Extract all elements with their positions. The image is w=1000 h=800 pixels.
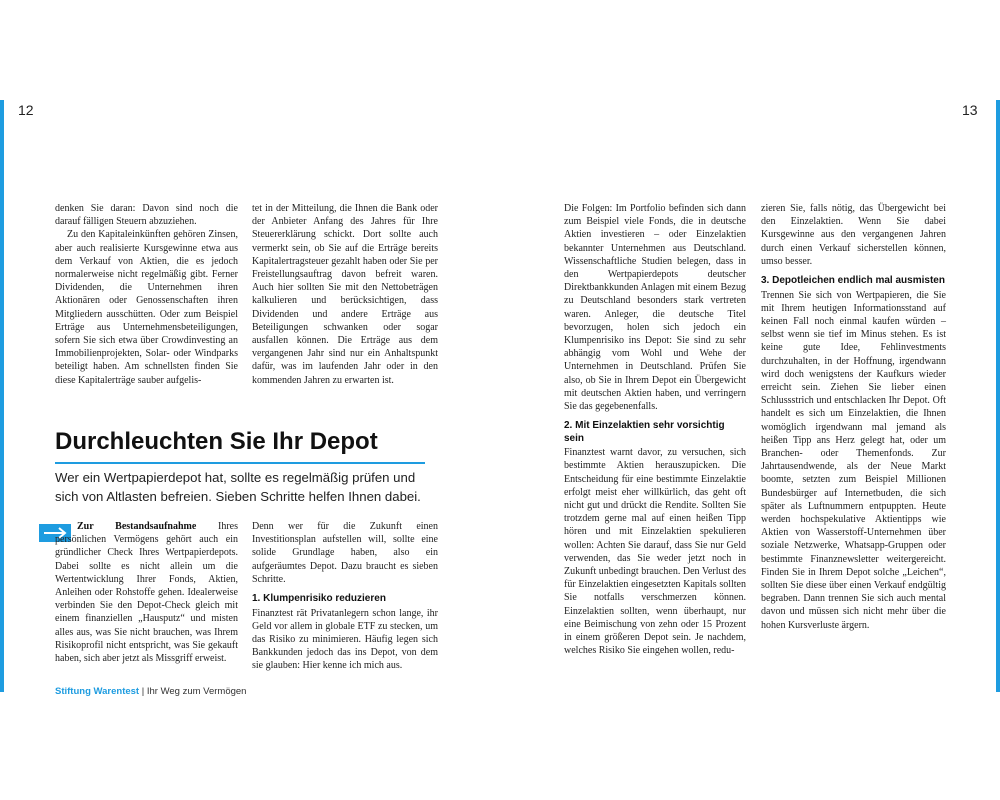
section-heading-3: 3. Depotleichen endlich mal ausmisten [761,275,945,287]
paragraph: Die Folgen: Im Portfolio befinden sich dann zum Beispiel viele Fonds, die in deutsche Aktien investieren – oder Einzelaktien bekannter Unternehmen aus Deutschland. Wissenschaftliche Studien belegen, dass in den Wertpapierdepots deutscher Direktbankkunden Anlagen mit einem Bezug zu Deutschland besonders stark vertreten waren. Anleger, die deutsche Titel bevorzugen, holen sich jedoch ein Klumpenrisiko ins Depot: Sie sind zu sehr abhängig vom Wohl und Wehe der Unternehmen in Deutschland. Prüfen Sie also, ob Sie in Ihrem Depot ein Übergewicht mit deutschen Aktien haben, und verringern Sie das gegebenenfalls. [564,203,746,413]
paragraph: Finanztest rät Privatanlegern schon lange, ihr Geld vor allem in globale ETF zu stecken, um das Risiko zu minimieren. Häufig legen sich Bankkunden jedoch das ins Depot, von dem sie glauben: Hier kenne ich mich aus. [252,607,438,672]
page-footer [55,686,246,697]
right-page-edge-bar [996,100,1000,692]
paragraph: tet in der Mitteilung, die Ihnen die Bank oder der Anbieter Anfang des Jahres für Ihre Steuererklärung schickt. Dort sollte auch vermerkt sein, ob Sie auf die Erträge bereits Kapitalertragsteuer gezahlt haben oder Sie per Freistellungsauftrag davon befreit waren. Auch hier sollten Sie mit den Nettobeträgen kalkulieren und berücksichtigen, dass Dividenden und andere Erträge aus Beteiligungen schwanken oder sogar ausfallen können. Die Erträge aus dem vergangenen Jahr sind nur ein Anhaltspunkt dafür, was im laufenden Jahr oder in den kommenden Jahren zu erwarten ist. [252,203,438,386]
lead-paragraph-text: Ihres persönlichen Vermögens gehört auch ein gründlicher Check Ihres Wertpapierdepots. Dabei sollte es nicht allein um die Wertentwicklung Ihrer Fonds, Aktien, Anleihen oder Rohstoffe gehen. Idealerweise verbinden Sie den Depot-Check gleich mit einem finanziellen „Hausputz“ und misten alles aus, was Sie nicht brauchen, was Ihrem Risikoprofil nicht entspricht, was Sie gekauft haben, sich aber jetzt als Missgriff erweist. [55,521,238,665]
left-col1-bottom [55,520,238,665]
footer-brand: Stiftung Warentest [55,686,140,697]
paragraph: zieren Sie, falls nötig, das Übergewicht bei den Einzelaktien. Wenn Sie dabei Kursgewinne aus den vergangenen Jahren durch einen Verkauf sicherstellen können, umso besser. [761,203,946,267]
page-number-left: 12 [18,102,34,118]
right-col1 [564,202,746,658]
left-col2-bottom [252,520,438,673]
footer-separator: | [141,686,145,697]
left-col2-top [252,202,438,387]
footer-title: Ihr Weg zum Vermögen [146,686,247,697]
article-headline: Durchleuchten Sie Ihr Depot [55,428,378,455]
article-intro: Wer ein Wertpapierdepot hat, sollte es regelmäßig prüfen und sich von Altlasten befreien. Sieben Schritte helfen Ihnen dabei. [55,470,421,504]
left-page-edge-bar [0,100,4,692]
section-heading-2: 2. Mit Einzelaktien sehr vorsichtig sein [564,420,725,444]
paragraph: Trennen Sie sich von Wertpapieren, die Sie mit Ihrem heutigen Informationsstand auf keinen Fall noch einmal kaufen würden – selbst wenn sie tief im Minus stehen. Es ist keine gute Idee, Fehlinvestments durchzuhalten, in der Hoffnung, irgendwann wird doch wenigstens der Kaufkurs wieder erreicht sein. Ziehen Sie lieber einen Schlussstrich und entschlacken Ihr Depot. Oft handelt es sich um Einzelaktien, die Ihnen womöglich irgendwann mal jemand als heißen Tipp ans Herz gelegt hat, oder um Branchen- oder Themenfonds. Zur Jahrtausendwende, als der Neue Markt boomte, setzten zum Beispiel Millionen Bundesbürger auf Internetbuden, die sich später als Luftnummern entpuppten. Heute werden hochspekulative Aktientipps wie Aktien von Wasserstoff-Unternehmen über soziale Netzwerke, Whatsapp-Gruppen oder bestimmte Finanznewsletter weitergereicht. Finden Sie in Ihrem Depot solche „Leichen“, sollten Sie diese über einen Verkauf endgültig begraben. Dann trennen Sie sich auch mental davon und müssen sich nicht mehr über die hohen Kursverluste ärgern. [761,289,946,631]
section-heading-1: 1. Klumpenrisiko reduzieren [252,593,386,605]
paragraph: Finanztest warnt davor, zu versuchen, sich bestimmte Aktien herauszupicken. Die Entscheidung für eine bestimmte Einzelaktie erfolgt meist eher willkürlich, das geht oft nicht gut und drückt die Rendite. Sollten Sie trotzdem gerne mal auf einen heißen Tipp hören und mit Einzelaktien spekulieren wollen: Achten Sie darauf, dass Sie nur Geld verwenden, das Sie weder jetzt noch in Zukunft unbedingt brauchen. Den Verlust des für Einzelaktien eingesetzten Kapitals sollten Sie notfalls verschmerzen können. Einzelaktien sollten, wenn überhaupt, nur eine Beimischung von zehn oder 15 Prozent in einem größeren Depot sein. Je nachdem, welches Risiko Sie eingehen wollen, redu- [564,447,746,657]
paragraph: Zu den Kapitaleinkünften gehören Zinsen, aber auch realisierte Kursgewinne etwa aus dem Verkauf von Aktien, die es jedoch normalerweise nicht regelmäßig gibt. Ferner Dividenden, die Unternehmen ihren Aktionären oder Genossenschaften ihren Mitgliedern ausschütten. Oder zum Beispiel Erträge aus Unternehmensbeteiligungen, sofern Sie sich etwa über Crowdinvesting an Immobilienprojekten, Solar- oder Windparks beteiligt haben. Am schnellsten finden Sie diese Kapitalerträge sauber aufgelis- [55,229,238,386]
paragraph: Denn wer für die Zukunft einen Investitionsplan aufstellen will, sollte eine solide Grundlage haben, also ein aufgeräumtes Depot. Dazu braucht es sieben Schritte. [252,521,438,585]
right-col2 [761,202,946,632]
page-number-right: 13 [962,102,978,118]
paragraph: denken Sie daran: Davon sind noch die darauf fälligen Steuern abzuziehen. [55,203,238,228]
lead-in: Zur Bestandsaufnahme [77,521,197,532]
paragraph [55,520,238,665]
left-col1-top [55,202,238,387]
headline-rule [55,462,425,464]
